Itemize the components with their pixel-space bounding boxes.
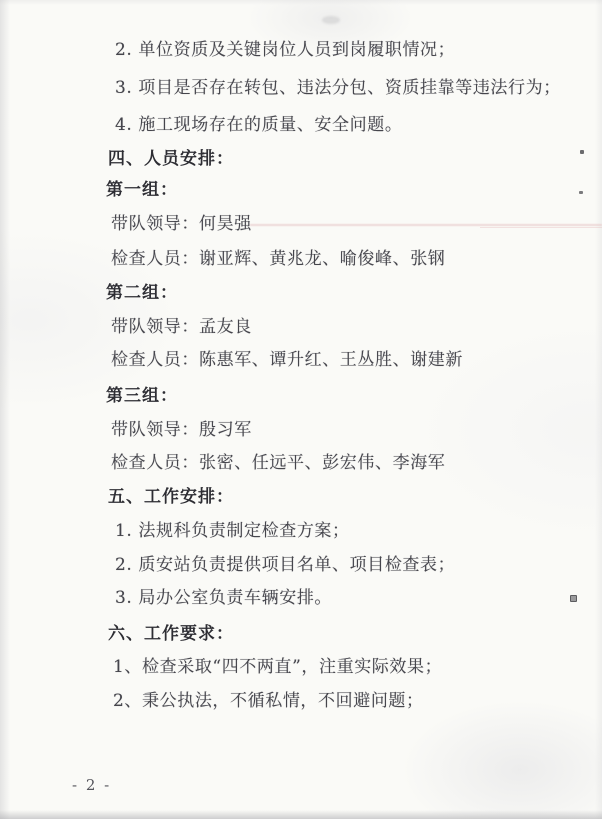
scan-artifact-smudge (322, 16, 340, 24)
heading-section-work-requirements: 六、工作要求： (108, 624, 234, 643)
line-item-site-quality-safety: 4. 施工现场存在的质量、安全问题。 (115, 115, 403, 135)
task-quality-station: 2. 质安站负责提供项目名单、项目检查表； (115, 555, 456, 575)
group-2-inspectors: 检查人员：陈惠军、谭升红、王丛胜、谢建新 (111, 350, 463, 370)
line-item-illegal-subcontract: 3. 项目是否存在转包、违法分包、资质挂靠等违法行为； (115, 78, 561, 98)
group-1-leader: 带队领导：何昊强 (111, 214, 252, 234)
task-bureau-office: 3. 局办公室负责车辆安排。 (115, 588, 333, 608)
scan-artifact-pink-line (250, 224, 602, 226)
group-3-heading: 第三组： (106, 386, 178, 405)
page-edge-shadow-right (595, 0, 602, 819)
page-edge-shadow-left (0, 0, 10, 819)
scan-artifact-speck (580, 150, 584, 154)
req-four-no-two-direct: 1、检查采取“四不两直”，注重实际效果； (113, 657, 443, 677)
heading-section-work-arrangement: 五、工作安排： (108, 487, 234, 506)
heading-section-personnel: 四、人员安排： (108, 149, 234, 168)
scan-artifact-speck (579, 191, 583, 194)
req-impartial-enforcement: 2、秉公执法，不循私情，不回避问题； (113, 691, 424, 711)
group-3-inspectors: 检查人员：张密、任远平、彭宏伟、李海军 (111, 453, 446, 473)
page-edge-shadow-top (0, 0, 602, 5)
task-regulation-section: 1. 法规科负责制定检查方案； (115, 521, 350, 541)
scan-artifact-pink-line-tail (480, 227, 602, 228)
group-1-inspectors: 检查人员：谢亚辉、黄兆龙、喻俊峰、张钢 (111, 249, 446, 269)
group-3-leader: 带队领导：殷习军 (111, 420, 252, 440)
group-2-heading: 第二组： (106, 283, 178, 302)
group-1-heading: 第一组： (106, 180, 178, 199)
line-item-unit-qualification: 2. 单位资质及关键岗位人员到岗履职情况； (115, 40, 456, 60)
group-2-leader: 带队领导：孟友良 (111, 317, 252, 337)
scan-artifact-speck (570, 595, 577, 602)
page-number: - 2 - (72, 776, 112, 794)
page-edge-shadow-bottom (0, 810, 602, 819)
